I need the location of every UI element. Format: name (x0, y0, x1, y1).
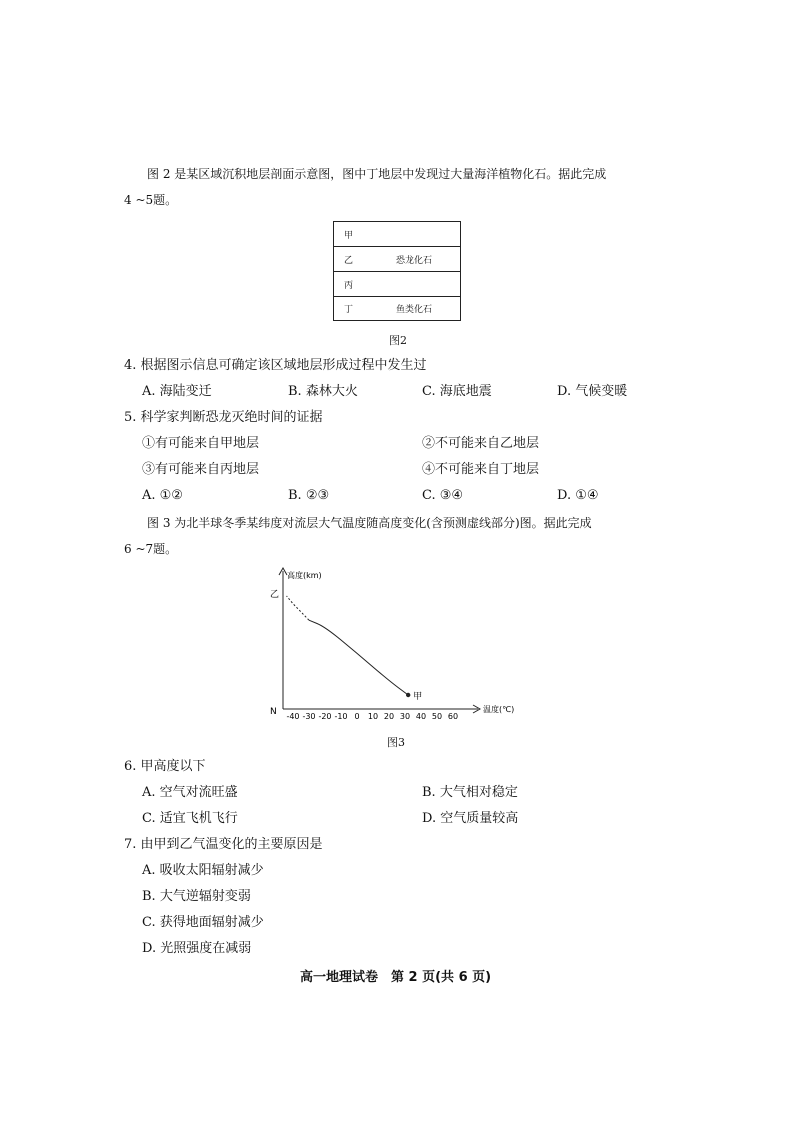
strata-name: 甲 (344, 231, 354, 241)
figure-3-caption: 图3 (387, 736, 405, 749)
temperature-curve-dashed (287, 596, 309, 620)
point-jia-label: 甲 (413, 692, 423, 702)
intro-1-line-2: 4 ~5题。 (124, 193, 178, 207)
q6-option-d: D. 空气质量较高 (422, 811, 519, 826)
q6-option-b: B. 大气相对稳定 (422, 785, 518, 800)
x-tick-label: 30 (399, 712, 411, 721)
q6-option-a: A. 空气对流旺盛 (142, 785, 238, 800)
strata-name: 丁 (344, 305, 354, 315)
strata-row (334, 296, 460, 321)
strata-name: 乙 (344, 256, 354, 266)
x-tick-label: -40 (286, 712, 300, 721)
x-tick-label: 20 (383, 712, 395, 721)
x-ticks-group (286, 712, 458, 721)
strata-fossil: 鱼类化石 (396, 305, 433, 315)
q5-statement-4: ④不可能来自丁地层 (422, 462, 540, 477)
q7-option-a: A. 吸收太阳辐射减少 (142, 863, 264, 878)
q4-option-d: D. 气候变暖 (557, 384, 628, 399)
point-jia (406, 693, 410, 697)
x-tick-label: 0 (354, 712, 360, 721)
x-axis-label: 温度(℃) (483, 705, 515, 714)
q5-statement-2: ②不可能来自乙地层 (422, 436, 540, 451)
page-footer: 高一地理试卷 第 2 页(共 6 页) (300, 970, 492, 985)
q7-option-d: D. 光照强度在减弱 (142, 941, 252, 956)
x-tick-label: -20 (318, 712, 332, 721)
y-axis-label: 高度(km) (287, 571, 322, 580)
q5-option-c: C. ③④ (422, 488, 464, 503)
q7-option-b: B. 大气逆辐射变弱 (142, 889, 251, 904)
q5-option-a: A. ①② (142, 488, 183, 503)
q4-stem: 4. 根据图示信息可确定该区域地层形成过程中发生过 (124, 358, 427, 373)
x-tick-label: -30 (302, 712, 316, 721)
x-tick-label: 60 (447, 712, 459, 721)
y-tick-yi: 乙 (270, 590, 280, 600)
intro-2-line-1: 图 3 为北半球冬季某纬度对流层大气温度随高度变化(含预测虚线部分)图。据此完成 (147, 516, 592, 530)
q6-option-c: C. 适宜飞机飞行 (142, 811, 238, 826)
strata-diagram (333, 221, 461, 321)
q5-option-b: B. ②③ (288, 488, 330, 503)
temperature-curve-solid (309, 620, 408, 695)
q5-stem: 5. 科学家判断恐龙灭绝时间的证据 (124, 410, 323, 425)
x-axis-arrow (473, 705, 480, 713)
q7-stem: 7. 由甲到乙气温变化的主要原因是 (124, 837, 323, 852)
y-axis-arrow (279, 568, 287, 575)
q5-statement-3: ③有可能来自丙地层 (142, 462, 260, 477)
intro-1-line-1: 图 2 是某区域沉积地层剖面示意图，图中丁地层中发现过大量海洋植物化石。据此完成 (147, 167, 607, 181)
q4-option-b: B. 森林大火 (288, 384, 358, 399)
q5-statement-1: ①有可能来自甲地层 (142, 436, 260, 451)
strata-name: 丙 (344, 281, 354, 291)
figure-2-caption: 图2 (389, 334, 407, 347)
q4-option-a: A. 海陆变迁 (142, 384, 212, 399)
x-tick-label: 10 (367, 712, 379, 721)
q4-option-c: C. 海底地震 (422, 384, 492, 399)
strata-row (334, 272, 460, 297)
q5-option-d: D. ①④ (557, 488, 599, 503)
intro-2-line-2: 6 ~7题。 (124, 542, 178, 556)
strata-row (334, 222, 460, 247)
q6-stem: 6. 甲高度以下 (124, 759, 206, 774)
y-tick-n: N (270, 707, 277, 717)
strata-row (334, 247, 460, 272)
q7-option-c: C. 获得地面辐射减少 (142, 915, 264, 930)
x-tick-label: 50 (431, 712, 443, 721)
x-tick-label: -10 (334, 712, 348, 721)
strata-fossil: 恐龙化石 (396, 256, 433, 266)
x-tick-label: 40 (415, 712, 427, 721)
